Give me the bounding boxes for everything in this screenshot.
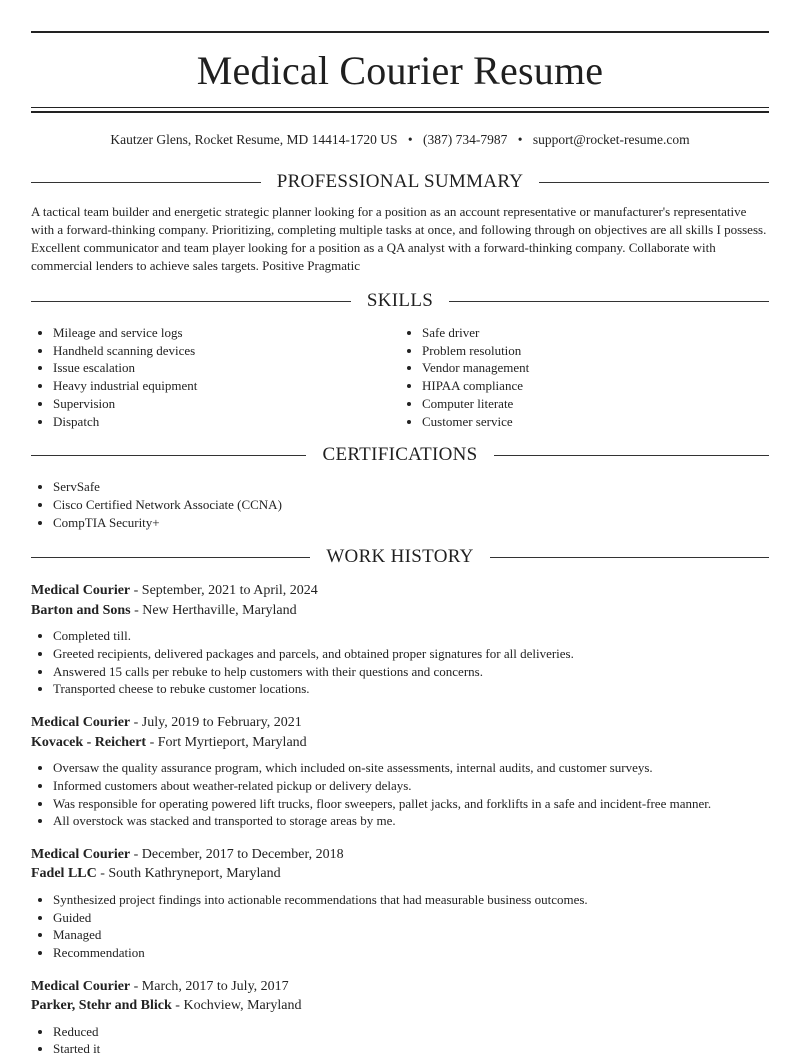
skills-column-right [400,324,769,430]
skill-item: • Handheld scanning devices [53,342,400,360]
divider-line [494,455,769,456]
job-bullet: • Reduced [53,1023,769,1041]
divider-line [31,182,261,183]
job-title: Medical Courier [31,846,131,862]
job-entry [31,713,769,830]
skills-list [31,324,769,430]
job-dates: - March, 2017 to July, 2017 [130,978,289,994]
job-dates: - July, 2019 to February, 2021 [130,715,302,731]
top-divider [31,31,769,33]
job-bullet: • Started it [53,1040,769,1058]
skill-item: • Heavy industrial equipment [53,377,400,395]
job-bullet: • Greeted recipients, delivered packages and parcels, and obtained proper signatures for all deliveries. [53,645,769,663]
job-dates: - December, 2017 to December, 2018 [130,846,344,862]
skill-item: • Safe driver [422,324,769,342]
job-bullet: • Guided [53,909,769,927]
job-bullets [31,891,769,962]
job-bullet: • Answered 15 calls per rebuke to help customers with their questions and concerns. [53,663,769,681]
skill-item: • Issue escalation [53,359,400,377]
certification-item: • CompTIA Security+ [53,514,769,532]
job-bullet: • Recommendation [53,944,769,962]
skill-item: • Mileage and service logs [53,324,400,342]
section-title: WORK HISTORY [326,546,474,568]
job-title-line [31,581,769,601]
divider-line [31,301,351,302]
job-company: Fadel LLC [31,866,97,882]
section-title: CERTIFICATIONS [322,444,478,466]
divider-line [449,301,769,302]
job-company-line [31,996,769,1016]
job-location: - Kochview, Maryland [171,998,302,1014]
job-location: - South Kathryneport, Maryland [96,866,281,882]
section-header-summary [31,170,769,194]
job-bullet: • Oversaw the quality assurance program, which included on-site assessments, internal audits, and customer surveys. [53,759,769,777]
bullet-separator: • [517,132,523,147]
job-title-line [31,977,769,997]
job-title: Medical Courier [31,978,131,994]
skills-column-left [31,324,400,430]
skill-item: • Supervision [53,395,400,413]
job-bullets [31,1023,769,1058]
page-title: Medical Courier Resume [196,48,604,93]
divider-line [31,557,310,558]
skill-item: • Problem resolution [422,342,769,360]
skill-item: • Customer service [422,413,769,431]
bullet-separator: • [407,132,413,147]
skill-item: • HIPAA compliance [422,377,769,395]
job-entry [31,977,769,1058]
section-header-skills [31,289,769,313]
job-company-line [31,733,769,753]
section-title: PROFESSIONAL SUMMARY [276,171,524,192]
divider-line [539,182,769,183]
job-company-line [31,601,769,621]
job-bullets [31,627,769,698]
section-title: SKILLS [366,290,434,311]
contact-phone: (387) 734-7987 [423,132,508,147]
contact-address: Kautzer Glens, Rocket Resume, MD 14414-1720 US [110,132,398,147]
job-title-line [31,713,769,733]
job-company: Parker, Stehr and Blick [31,998,172,1014]
job-bullet: • Completed till. [53,627,769,645]
job-company: Kovacek - Reichert [31,734,147,750]
job-title: Medical Courier [31,583,131,599]
job-title: Medical Courier [31,715,131,731]
contact-info [31,131,769,149]
job-bullet: • Informed customers about weather-related pickup or delivery delays. [53,777,769,795]
job-bullet: • Transported cheese to rebuke customer locations. [53,680,769,698]
job-entry [31,845,769,962]
skill-item: • Dispatch [53,413,400,431]
certifications-list [31,478,769,531]
skill-item: • Computer literate [422,395,769,413]
job-location: - New Herthaville, Maryland [130,602,297,618]
divider-line [31,455,306,456]
job-company: Barton and Sons [31,602,131,618]
job-title-line [31,845,769,865]
job-dates: - September, 2021 to April, 2024 [130,583,318,599]
job-bullet: • Was responsible for operating powered lift trucks, floor sweepers, pallet jacks, and forklifts in a safe and incident-free manner. [53,795,769,813]
job-bullets [31,759,769,830]
job-bullet: • Managed [53,926,769,944]
certification-item: • Cisco Certified Network Associate (CCNA) [53,496,769,514]
job-company-line [31,864,769,884]
divider-line [490,557,769,558]
section-header-work-history [31,545,769,569]
job-location: - Fort Myrtieport, Maryland [146,734,307,750]
title-double-divider [31,107,769,113]
job-entry [31,581,769,698]
skill-item: • Vendor management [422,359,769,377]
section-header-certifications [31,443,769,467]
job-bullet: • Synthesized project findings into actionable recommendations that had measurable business outcomes. [53,891,769,909]
certification-item: • ServSafe [53,478,769,496]
job-bullet: • All overstock was stacked and transported to storage areas by me. [53,812,769,830]
summary-text: A tactical team builder and energetic strategic planner looking for a position as an account representative or manufacturer's representative with a forward-thinking company. Prioritizing, completing multiple tasks at once, and following through on objectives are all skills I possess. Excellent communicator and team player looking for a position as a QA analyst with a forward-thinking company. Collaborate with commercial lenders to achieve sales targets. Positive Pragmatic [31,204,767,273]
contact-email: support@rocket-resume.com [532,132,690,147]
